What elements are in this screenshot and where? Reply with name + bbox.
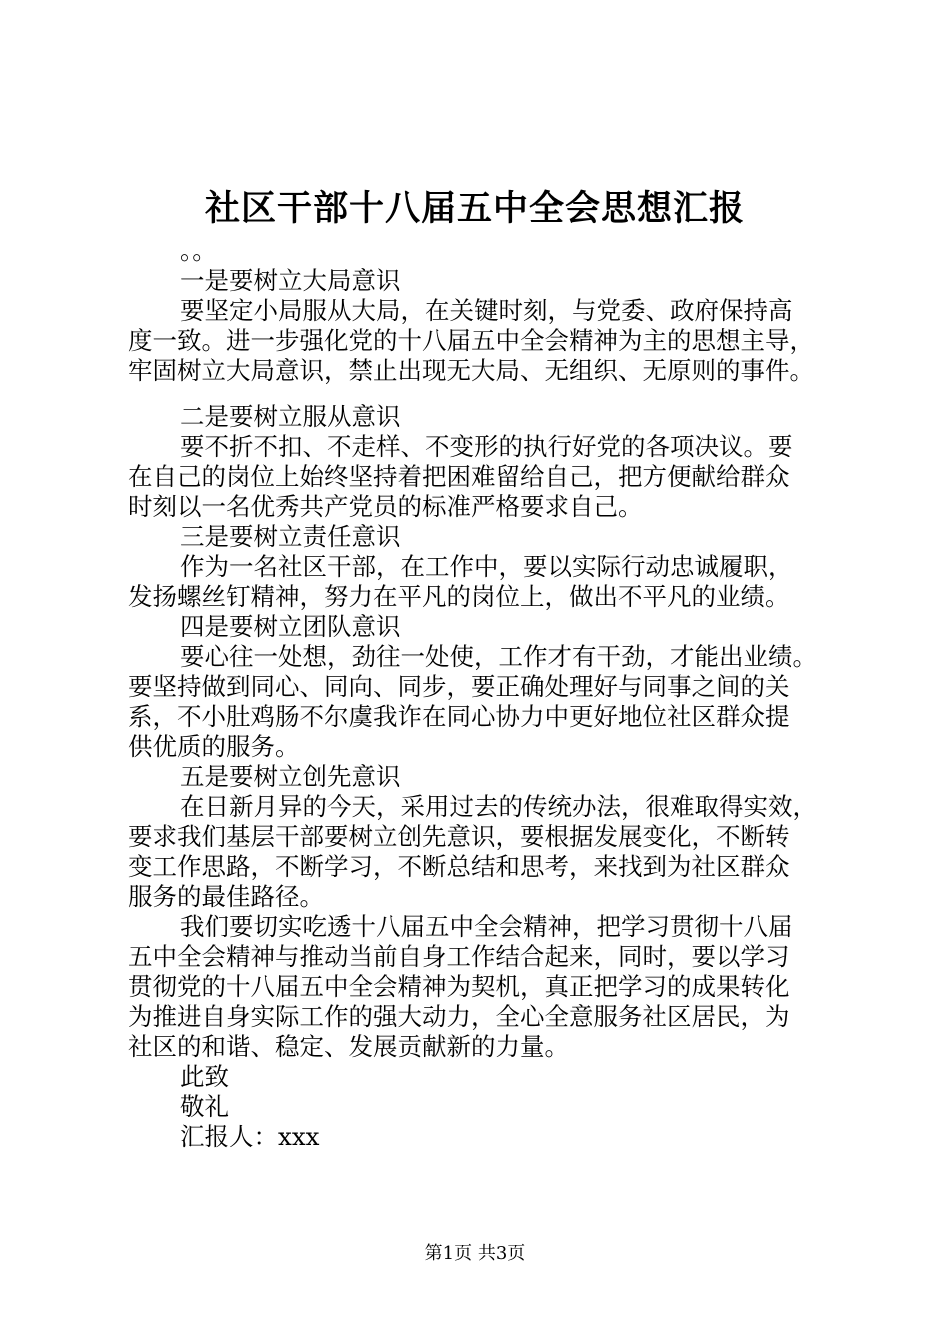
text-line: 要坚定小局服从大局，在关键时刻，与党委、政府保持高: [180, 296, 793, 325]
closing-line: 敬礼: [180, 1092, 229, 1121]
section-heading: 二是要树立服从意识: [180, 402, 401, 431]
section-heading: 四是要树立团队意识: [180, 612, 401, 641]
text-line: 发扬螺丝钉精神，努力在平凡的岗位上，做出不平凡的业绩。: [128, 582, 790, 611]
text-line: 五中全会精神与推动当前自身工作结合起来，同时，要以学习: [128, 942, 790, 971]
text-line: 度一致。进一步强化党的十八届五中全会精神为主的思想主导，: [128, 326, 814, 355]
signature-line: 汇报人：xxx: [180, 1122, 320, 1151]
paragraph-spacer: [128, 386, 840, 402]
text-line: 服务的最佳路径。: [128, 882, 324, 911]
text-line: 供优质的服务。: [128, 732, 300, 761]
document-body: [128, 236, 840, 1152]
text-line: 作为一名社区干部，在工作中，要以实际行动忠诚履职，: [180, 552, 793, 581]
text-line: 在自己的岗位上始终坚持着把困难留给自己，把方便献给群众: [128, 462, 790, 491]
text-line: 系，不小肚鸡肠不尔虞我诈在同心协力中更好地位社区群众提: [128, 702, 790, 731]
section-heading: 五是要树立创先意识: [180, 762, 401, 791]
closing-line: 此致: [180, 1062, 229, 1091]
text-line: 贯彻党的十八届五中全会精神为契机，真正把学习的成果转化: [128, 972, 790, 1001]
text-line: 在日新月异的今天，采用过去的传统办法，很难取得实效，: [180, 792, 817, 821]
page-title: 社区干部十八届五中全会思想汇报: [204, 188, 745, 229]
text-line: 。。: [180, 236, 217, 265]
text-line: 要求我们基层干部要树立创先意识，要根据发展变化，不断转: [128, 822, 790, 851]
text-line: 要心往一处想，劲往一处使，工作才有干劲，才能出业绩。: [180, 642, 817, 671]
section-heading: 一是要树立大局意识: [180, 266, 401, 295]
page-footer: 第1页 共3页: [424, 1243, 526, 1264]
text-line: 变工作思路，不断学习，不断总结和思考，来找到为社区群众: [128, 852, 790, 881]
text-line: 我们要切实吃透十八届五中全会精神，把学习贯彻十八届: [180, 912, 793, 941]
text-line: 社区的和谐、稳定、发展贡献新的力量。: [128, 1032, 569, 1061]
section-heading: 三是要树立责任意识: [180, 522, 401, 551]
text-line: 要坚持做到同心、同向、同步，要正确处理好与同事之间的关: [128, 672, 790, 701]
text-line: 为推进自身实际工作的强大动力，全心全意服务社区居民，为: [128, 1002, 790, 1031]
text-line: 时刻以一名优秀共产党员的标准严格要求自己。: [128, 492, 643, 521]
text-line: 牢固树立大局意识，禁止出现无大局、无组织、无原则的事件。: [128, 356, 814, 385]
text-line: 要不折不扣、不走样、不变形的执行好党的各项决议。要: [180, 432, 793, 461]
